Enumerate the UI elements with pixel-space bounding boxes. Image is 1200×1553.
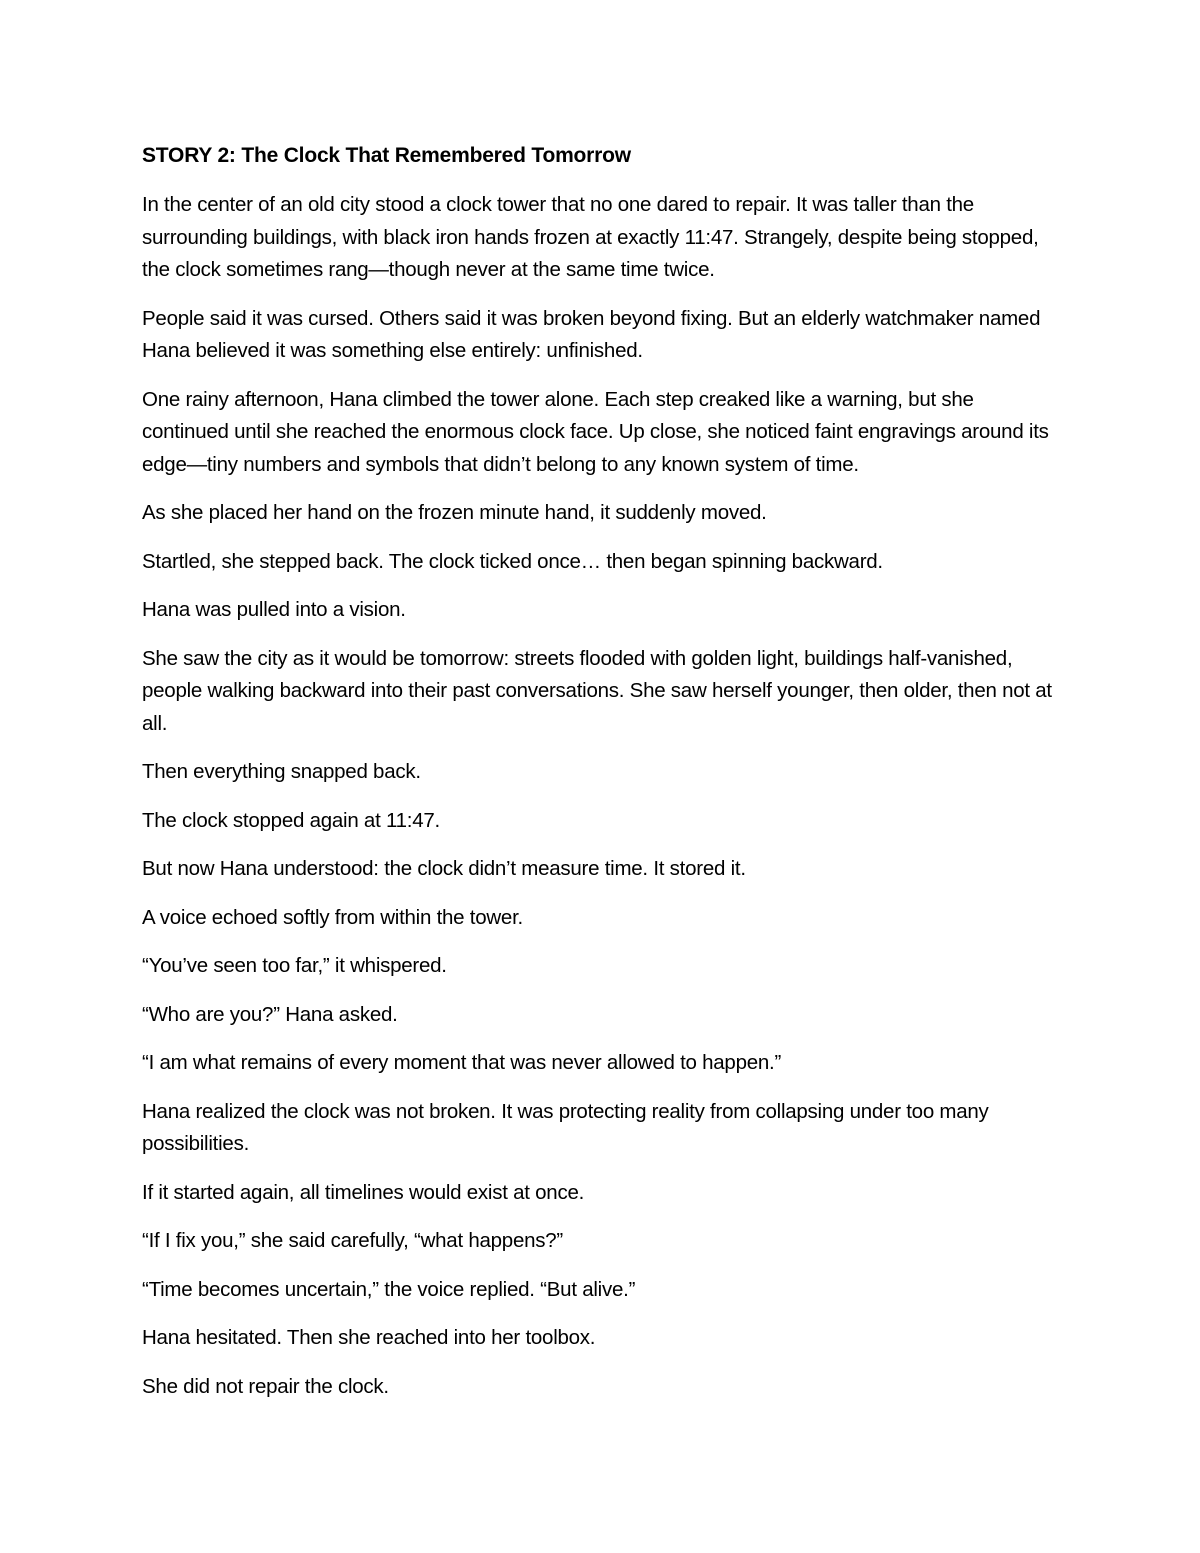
paragraph: If it started again, all timelines would exist at once.	[142, 1180, 585, 1204]
paragraph: Hana hesitated. Then she reached into her toolbox.	[142, 1326, 596, 1349]
paragraph: She saw the city as it would be tomorrow: streets flooded with golden light, buildings half-vanished, people walking backward into their past conversations. She saw herself younger, then older, then not at all.	[142, 646, 1052, 735]
paragraph: “Who are you?” Hana asked.	[142, 1002, 398, 1026]
story-title: STORY 2: The Clock That Remembered Tomorrow	[142, 144, 631, 167]
paragraph: Hana realized the clock was not broken. It was protecting reality from collapsing under too many possibilities.	[142, 1099, 989, 1155]
paragraph: As she placed her hand on the frozen minute hand, it suddenly moved.	[142, 501, 767, 524]
paragraph: Then everything snapped back.	[142, 760, 421, 783]
paragraph: Startled, she stepped back. The clock ticked once… then began spinning backward.	[142, 549, 883, 573]
paragraph: “I am what remains of every moment that was never allowed to happen.”	[142, 1051, 782, 1074]
paragraph: The clock stopped again at 11:47.	[142, 808, 440, 832]
paragraph: Hana was pulled into a vision.	[142, 598, 406, 621]
paragraph: “You’ve seen too far,” it whispered.	[142, 954, 447, 977]
paragraph: A voice echoed softly from within the tower.	[142, 905, 523, 929]
paragraph: “If I fix you,” she said carefully, “what happens?”	[142, 1229, 563, 1252]
paragraph: People said it was cursed. Others said it was broken beyond fixing. But an elderly watchmaker named Hana believed it was something else entirely: unfinished.	[142, 306, 1041, 362]
paragraph: One rainy afternoon, Hana climbed the tower alone. Each step creaked like a warning, but she continued until she reached the enormous clock face. Up close, she noticed faint engravings around its edge—tiny numbers and symbols that didn’t belong to any known system of time.	[142, 387, 1049, 476]
paragraph: In the center of an old city stood a clock tower that no one dared to repair. It was taller than the surrounding buildings, with black iron hands frozen at exactly 11:47. Strangely, despite being stopped, the clock sometimes rang—though never at the same time twice.	[142, 193, 1039, 281]
paragraph: She did not repair the clock.	[142, 1374, 389, 1398]
paragraph: But now Hana understood: the clock didn’t measure time. It stored it.	[142, 857, 746, 880]
paragraph: “Time becomes uncertain,” the voice replied. “But alive.”	[142, 1277, 636, 1301]
document-page	[142, 142, 1062, 1419]
